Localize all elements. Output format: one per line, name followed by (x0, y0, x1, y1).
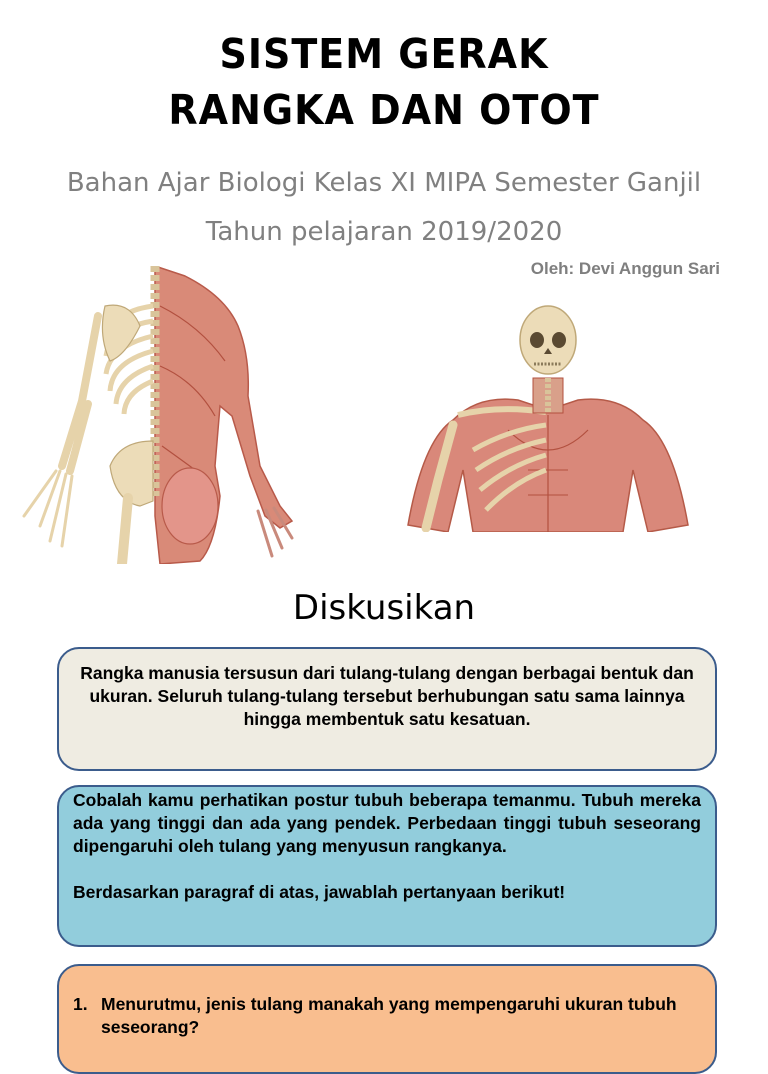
subtitle-line-2: Tahun pelajaran 2019/2020 (205, 217, 563, 247)
question-text: Menurutmu, jenis tulang manakah yang mempengaruhi ukuran tubuh seseorang? (101, 994, 677, 1037)
question-item (73, 993, 701, 1039)
author-credit: Oleh: Devi Anggun Sari (530, 259, 720, 278)
subtitle-line-1: Bahan Ajar Biologi Kelas XI MIPA Semester Ganjil (66, 168, 702, 198)
skeleton-muscle-front-illustration (398, 300, 703, 532)
info-box-skeleton (57, 647, 717, 771)
discussion-heading: Diskusikan (292, 588, 476, 628)
title-line-1: SISTEM GERAK (219, 30, 549, 78)
question-number: 1. (73, 994, 88, 1014)
posture-paragraph: Cobalah kamu perhatikan postur tubuh beberapa temanmu. Tubuh mereka ada yang tinggi dan ada yang pendek. Perbedaan tinggi tubuh seseorang dipengaruhi oleh tulang yang menyusun rangkanya. (73, 790, 701, 856)
instruction-paragraph: Berdasarkan paragraf di atas, jawablah pertanyaan berikut! (73, 882, 566, 902)
info-box-posture (57, 785, 717, 947)
question-box (57, 964, 717, 1074)
skeleton-muscle-back-illustration (10, 266, 305, 564)
info-box-text: Rangka manusia tersusun dari tulang-tulang dengan berbagai bentuk dan ukuran. Seluruh tulang-tulang tersebut berhubungan satu sama lainnya hingga membentuk satu kesatuan. (80, 663, 694, 729)
title-line-2: RANGKA DAN OTOT (168, 86, 600, 134)
